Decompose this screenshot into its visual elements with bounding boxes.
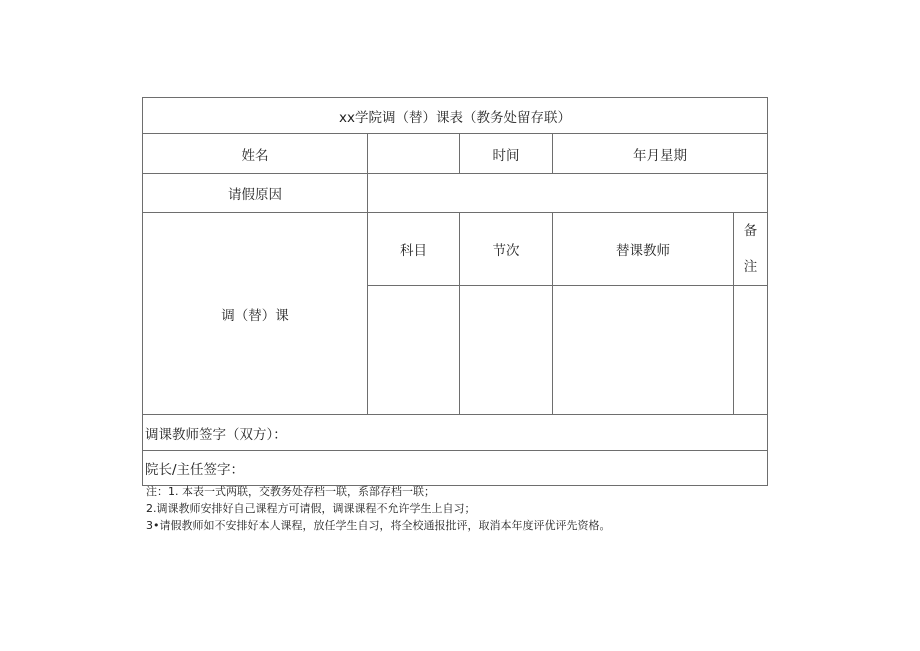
form-title: xx学院调（替）课表（教务处留存联） (143, 98, 768, 134)
date-field[interactable]: 年月星期 (553, 134, 768, 174)
subject-header: 科目 (368, 213, 460, 286)
teacher-signature-row[interactable]: 调课教师签字（双方）： (143, 415, 768, 451)
remark-field[interactable] (734, 286, 768, 415)
time-label: 时间 (460, 134, 553, 174)
subject-field[interactable] (368, 286, 460, 415)
period-field[interactable] (460, 286, 553, 415)
period-header: 节次 (460, 213, 553, 286)
name-field[interactable] (368, 134, 460, 174)
remark-header-line1: 备 (743, 223, 758, 239)
remark-header (734, 213, 768, 286)
leave-reason-label: 请假原因 (143, 174, 368, 213)
substitute-class-form (142, 97, 768, 486)
note-line-2: 2.调课教师安排好自己课程方可请假，调课课程不允许学生上自习； (146, 502, 476, 515)
note-line-3: 3•请假教师如不安排好本人课程，放任学生自习，将全校通报批评，取消本年度评优评先资格。 (146, 519, 611, 532)
substitute-teacher-field[interactable] (553, 286, 734, 415)
dean-signature-row[interactable]: 院长/主任签字： (143, 451, 768, 486)
leave-reason-field[interactable] (368, 174, 768, 213)
remark-header-line2: 注 (743, 259, 758, 275)
substitute-teacher-header: 替课教师 (553, 213, 734, 286)
swap-class-label: 调（替）课 (143, 213, 368, 415)
form-notes (146, 483, 610, 534)
name-label: 姓名 (143, 134, 368, 174)
note-line-1: 注：1. 本表一式两联，交教务处存档一联，系部存档一联； (146, 485, 435, 498)
